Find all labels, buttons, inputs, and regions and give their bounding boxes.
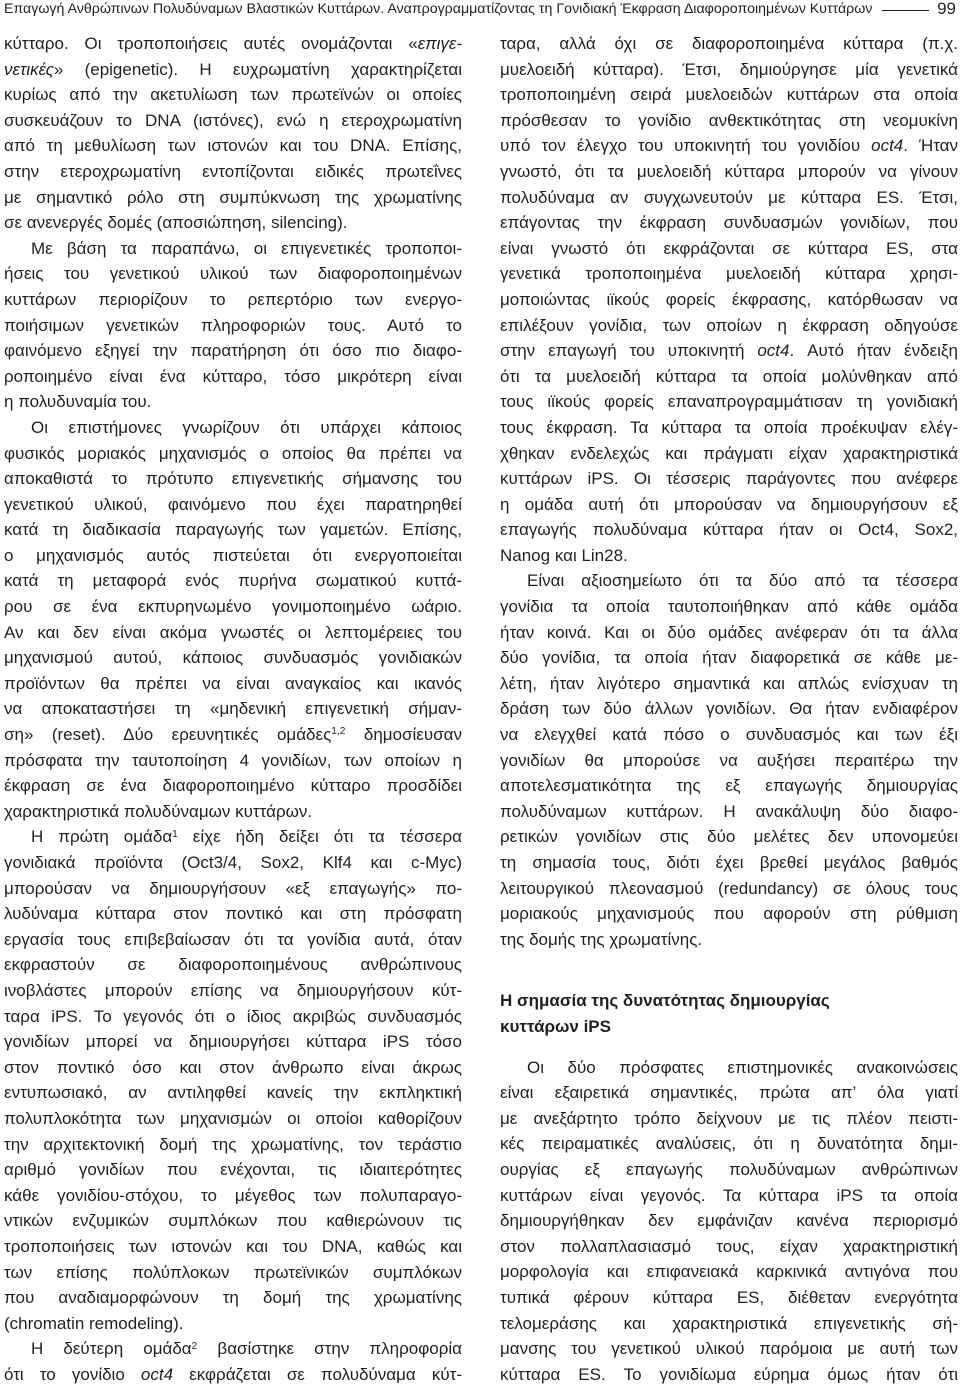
- text-run: εκφράζεται σε πολυδύναμα κύτ-: [173, 1364, 463, 1384]
- text-run: κύτταρο. Οι τροποποιήσεις αυτές ονομάζονται «: [4, 34, 418, 53]
- text-run: . Ήταν: [903, 136, 958, 156]
- text-line: ινοβλάστες μπορούν επίσης να δημιουργήσουν κύτ-: [4, 980, 462, 1000]
- text-line: γενετικού υλικού, φαινόμενο που έχει παρατηρηθεί: [4, 494, 462, 514]
- text-line: των επίσης πολύπλοκων πρωτεϊνικών συμπλόκων: [4, 1262, 462, 1282]
- text-line: που αναδιαμορφώνουν τη δομή της χρωματίνης: [4, 1288, 462, 1308]
- text-line: συσκευάζουν το DNA (ιστόνες), ενώ η ετεροχρωματίνη: [4, 110, 462, 130]
- text-line: κυττάρων iPS. Οι τέσσερις παράγοντες που ανέφερε: [500, 469, 958, 489]
- text-run: δημοσίευσαν: [345, 725, 462, 745]
- text-line: πολυδύναμα αν συγχωνευτούν με κύτταρα ES. Έτσι,: [500, 187, 958, 207]
- text-line: ουργίας εξ επαγωγής πολυδύναμων ανθρώπινων: [500, 1159, 958, 1179]
- paragraph: [4, 236, 462, 415]
- text-line: μοριακούς μηχανισμούς που αφορούν στη ρύθμιση: [500, 904, 958, 924]
- text-line: από τη μεθυλίωση των ιστονών και του DNA. Επίσης,: [4, 136, 462, 156]
- text-line: γονιδίων θα μπορούσε να αυξήσει περαιτέρω την: [500, 750, 958, 770]
- text-line: [4, 1362, 462, 1388]
- text-line: πρόσφατα την ταυτοποίηση 4 γονιδίων, των οποίων η: [4, 750, 462, 770]
- text-line: λυδύναμα κύτταρα στον ποντικό και στη πρόσφατη: [4, 904, 462, 924]
- text-line: μορφολογία και επιφανειακά καρκινικά αντιγόνα που: [500, 1262, 958, 1282]
- paragraph: [500, 1055, 958, 1388]
- text-line: ροποιημένο είναι ένα κύτταρο, τόσο μικρότερη είναι: [4, 366, 462, 386]
- text-line: μυελοειδή κύτταρα). Έτσι, δημιούργησε μία γενετικά: [500, 59, 958, 79]
- text-line: Αν και δεν είναι ακόμα γνωστές οι λεπτομέρειες του: [4, 622, 462, 642]
- text-line: ταρα iPS. Το γεγονός ότι ο ίδιος ακριβώς συνδυασμός: [4, 1006, 462, 1026]
- paragraph: [500, 31, 958, 568]
- text-run: στην επαγωγή του υποκινητή: [500, 341, 758, 361]
- text-line: αποκαθιστά το πρότυπο επιγενετικής σήμανσης του: [4, 469, 462, 489]
- text-line: λειτουργικού πλεονασμού (redundancy) σε όλους τους: [500, 878, 958, 898]
- text-line: η πολυδυναμία του.: [4, 392, 152, 412]
- paragraph: [4, 415, 462, 825]
- running-header: [4, 0, 956, 17]
- text-line: ήταν κοινά. Και οι δύο ομάδες ανέφεραν ότι τα άλλα: [500, 622, 958, 642]
- text-line: ποιήσιμων γενετικών πληροφοριών τους. Αυτό το: [4, 315, 462, 335]
- right-column: [500, 31, 958, 1387]
- text-line: φαινόμενο εξηγεί την παρατήρηση ότι όσο πιο διαφο-: [4, 341, 462, 361]
- text-line: στον πολλαπλασιασμό τους, είχαν χαρακτηριστική: [500, 1236, 958, 1256]
- text-line: γνωστό, ότι τα μυελοειδή κύτταρα μπορούν να γίνουν: [500, 161, 958, 181]
- text-line: κύτταρα ES. Το γονιδίωμα εύρημα όμως ήταν ότι: [500, 1364, 958, 1384]
- text-line: λέτη, ήταν λιγότερο σημαντικά και απλώς ενίσχυαν τη: [500, 673, 958, 693]
- text-line: στην ετεροχρωματίνη εντοπίζονται ειδικές πρωτεΐνες: [4, 161, 462, 181]
- text-line: πολυπλοκότητα των μηχανισμών οι οποίοι καθορίζουν: [4, 1108, 462, 1128]
- reference-superscript: 1: [172, 828, 178, 840]
- text-line: τυπικά φέρουν κύτταρα ES, διέθεταν ενεργότητα: [500, 1287, 958, 1307]
- text-line: κάθε γονιδίου-στόχου, το μέγεθος των πολυπαραγο-: [4, 1185, 462, 1205]
- text-line: πρόσθεσαν το γονίδιο ανθεκτικότητας στη νεομυκίνη: [500, 110, 958, 130]
- text-line: ο μηχανισμός αυτός πιστεύεται ότι ενεργοποιείται: [4, 545, 462, 565]
- page-number: 99: [937, 0, 956, 18]
- text-line: Nanog και Lin28.: [500, 545, 628, 565]
- text-line: στον ποντικό όσο και στον άνθρωπο είναι άκρως: [4, 1057, 462, 1077]
- text-line: δημιουργήθηκαν δεν εμφάνιζαν κανένα περιορισμό: [500, 1211, 958, 1231]
- text-line: τροποποιήσεις των ιστονών και του DNA, καθώς και: [4, 1236, 462, 1256]
- paragraph: [500, 568, 958, 952]
- italic-term: oct4: [757, 341, 790, 361]
- text-line: εργασία τους επιβεβαίωσαν ότι τα γονίδια αυτά, όταν: [4, 929, 462, 949]
- text-line: την αρχιτεκτονική δομή της χρωματίνης, τον τεράστιο: [4, 1134, 462, 1154]
- text-line: γονίδια τα οποία ταυτοποιήθηκαν από κάθε ομάδα: [500, 597, 958, 617]
- text-line: γονιδιακά προϊόντα (Oct3/4, Sox2, Klf4 και c-Myc): [4, 853, 462, 872]
- text-line: [4, 31, 462, 57]
- italic-term: oct4: [140, 1364, 174, 1384]
- header-rule: [882, 10, 929, 11]
- text-line: η ομάδα αυτή ότι μπορούσαν να δημιουργήσουν εξ: [500, 494, 958, 514]
- reference-superscript: 2: [191, 1340, 198, 1352]
- text-line: ταρα, αλλά όχι σε διαφοροποιημένα κύτταρα (π.χ.: [500, 34, 958, 53]
- text-line: Με βάση τα παραπάνω, οι επιγενετικές τροποποι-: [31, 238, 462, 258]
- text-line: χθηκαν ενδελεχώς και πράγματι είχαν χαρακτηριστικά: [500, 443, 958, 463]
- text-line: τροποποιημένη σειρά μυελοειδών κυττάρων στα οποία: [500, 85, 958, 105]
- text-line: πολυδύναμων κυττάρων. Η ανακάλυψη δύο διαφο-: [500, 801, 958, 821]
- text-line: [4, 57, 462, 83]
- text-line: ήσεις του γενετικού υλικού των διαφοροποιημένων: [4, 264, 462, 284]
- text-line: είναι γνωστό ότι εκφράζονται σε κύτταρα ES, στα: [500, 238, 958, 258]
- italic-term: νετικές: [4, 59, 54, 79]
- text-line: έκφραση σε ένα διαφοροποιημένο κύτταρο προσδίδει: [4, 776, 462, 796]
- text-line: τη σημασία τους, διότι έχει βρεθεί μεγάλος βαθμός: [500, 853, 958, 872]
- text-line: μηχανισμού αυτού, κάποιος συνδυασμός γονιδιακών: [4, 648, 462, 668]
- text-line: γενετικά τροποποιημένα μυελοειδή κύτταρα χρησι-: [500, 264, 958, 284]
- text-line: σε ανενεργές δομές (αποσιώπηση, silencing).: [4, 213, 348, 233]
- text-line: μοποιώντας ιϊκούς φορείς έκφρασης, κατόρθωσαν να: [500, 289, 958, 309]
- text-line: με ανεξάρτητο τρόπο δείχνουν με τις πλέον πειστι-: [500, 1108, 958, 1128]
- running-title: Επαγωγή Ανθρώπινων Πολυδύναμων Βλαστικών Κυττάρων. Αναπρογραμματίζοντας τη Γονιδιακή Έκφραση Διαφοροποιημένων Κυττάρων: [4, 0, 873, 17]
- text-line: τους έκφραση. Τα κύτταρα τα οποία προέκυψαν ελέγ-: [500, 417, 958, 437]
- text-line: ρετικών γονιδίων στις δύο μελέτες δεν υπονομεύει: [500, 827, 958, 847]
- paragraph: [4, 824, 462, 1336]
- text-line: δύο γονίδια, τα οποία ήταν διαφορετικά σε κάθε με-: [500, 648, 958, 668]
- text-line: μανσης του γενετικού υλικού παρόμοια με αυτή των: [500, 1339, 958, 1359]
- text-line: με σημαντικό ρόλο στη συμπύκνωση της χρωματίνης: [4, 187, 462, 207]
- text-line: [500, 338, 958, 364]
- text-line: αποτελεσματικότητα της εξ επαγωγής δημιουργίας: [500, 776, 958, 796]
- text-line: κυττάρων είναι γεγονός. Τα κύτταρα iPS τα οποία: [500, 1185, 958, 1205]
- text-line: Οι επιστήμονες γνωρίζουν ότι υπάρχει κάποιος: [31, 417, 462, 437]
- text-run: ότι το γονίδιο: [4, 1364, 141, 1384]
- text-run: υπό τον έλεγχο του υποκινητή του γονιδίου: [500, 136, 872, 156]
- text-line: [4, 722, 462, 748]
- text-line: ότι τα μυελοειδή κύτταρα τα οποία μολύνθηκαν από: [500, 366, 958, 386]
- left-column: [4, 31, 462, 1387]
- text-line: κές πειραματικές αναλύσεις, ότι η δυνατότητα δημι-: [500, 1134, 958, 1154]
- section-heading: [500, 988, 958, 1039]
- text-run: . Αυτό ήταν ένδειξη: [789, 341, 958, 361]
- text-line: γονιδίων μπορεί να δημιουργήσει κύτταρα iPS τόσο: [4, 1032, 462, 1052]
- text-line: [4, 1336, 462, 1362]
- text-line: να ελεγχθεί κατά πόσο ο συνδυασμός και των έξι: [500, 725, 958, 745]
- text-line: (chromatin remodeling).: [4, 1313, 184, 1333]
- text-line: προϊόντων θα πρέπει να είναι αναγκαίος και ικανός: [4, 673, 462, 693]
- text-line: Η σημασία της δυνατότητας δημιουργίας: [500, 991, 830, 1011]
- text-run: ση» (reset). Δύο ερευνητικές ομάδες: [4, 725, 332, 745]
- italic-term: oct4: [871, 136, 904, 156]
- text-line: τους ιϊκούς φορείς επαναπρογραμμάτισαν τη γονιδιακή: [500, 392, 958, 412]
- text-line: Οι δύο πρόσφατες επιστημονικές ανακοινώσεις: [527, 1057, 958, 1077]
- text-line: δράση των δύο άλλων γονιδίων. Θα ήταν ενδιαφέρον: [500, 699, 958, 719]
- text-line: επάγοντας την έκφραση συνδυασμών γονιδίων, που: [500, 213, 958, 233]
- text-line: ντικών ενζυμικών συμπλόκων που καθιερώνουν τις: [4, 1211, 462, 1231]
- text-line: εντυπωσιακό, αν αντιληφθεί κανείς την εκπληκτική: [4, 1083, 462, 1103]
- text-line: φυσικός μοριακός μηχανισμός ο οποίος θα πρέπει να: [4, 443, 462, 463]
- text-line: εκφραστούν σε διαφοροποιημένους ανθρώπινους: [4, 955, 462, 975]
- text-line: Είναι αξιοσημείωτο ότι τα δύο από τα τέσσερα: [527, 571, 958, 591]
- text-line: της δομής της χρωματίνης.: [500, 929, 703, 949]
- text-run: » (epigenetic). Η ευχρωματίνη χαρακτηρίζεται: [53, 59, 462, 79]
- text-line: μπορούσαν να δημιουργήσουν «εξ επαγωγής» πο-: [4, 878, 462, 898]
- text-line: αριθμό γονιδίων που ενέχονται, τις ιδιαιτερότητες: [4, 1160, 462, 1180]
- paragraph: [4, 1336, 462, 1387]
- text-line: κυττάρων iPS: [500, 1016, 611, 1036]
- paragraph: [4, 31, 462, 236]
- text-line: χαρακτηριστικά πολυδύναμων κυττάρων.: [4, 801, 313, 821]
- text-line: τελομεράσης και χαρακτηριστικά επιγενετικής σή-: [500, 1313, 958, 1333]
- text-line: κατά τη διαδικασία παραγωγής των γαμετών. Επίσης,: [4, 520, 462, 540]
- text-run: είχε ήδη δείξει ότι τα τέσσερα: [177, 827, 462, 847]
- text-line: είναι εξαιρετικά σημαντικές, πρώτα απ’ όλα γιατί: [500, 1083, 958, 1103]
- text-line: ρου σε ένα εκπυρηνωμένο γονιμοποιημένο ωάριο.: [4, 597, 462, 617]
- reference-superscript: 1,2: [331, 726, 346, 738]
- text-run: Η δεύτερη ομάδα: [31, 1339, 192, 1359]
- text-run: βασίστηκε στην πληροφορία: [197, 1339, 462, 1359]
- text-line: κυττάρων περιορίζουν το ρεπερτόριο των ενεργο-: [4, 289, 462, 309]
- text-line: κατά τη μεταφορά ενός πυρήνα σωματικού κυττά-: [4, 571, 462, 591]
- italic-term: επιγε-: [417, 34, 462, 53]
- text-line: επιλέξουν γονίδια, των οποίων η έκφραση οδηγούσε: [500, 315, 958, 335]
- text-line: [4, 824, 462, 850]
- text-line: κυρίως από την ακετυλίωση των πρωτεϊνών οι οποίες: [4, 85, 462, 105]
- text-run: Η πρώτη ομάδα: [31, 827, 173, 847]
- text-line: επαγωγής πολυδύναμα κύτταρα ήταν οι Oct4, Sox2,: [500, 520, 958, 540]
- text-line: [500, 133, 958, 159]
- text-line: να αποκαταστήσει τη «μηδενική επιγενετική σήμαν-: [4, 699, 462, 719]
